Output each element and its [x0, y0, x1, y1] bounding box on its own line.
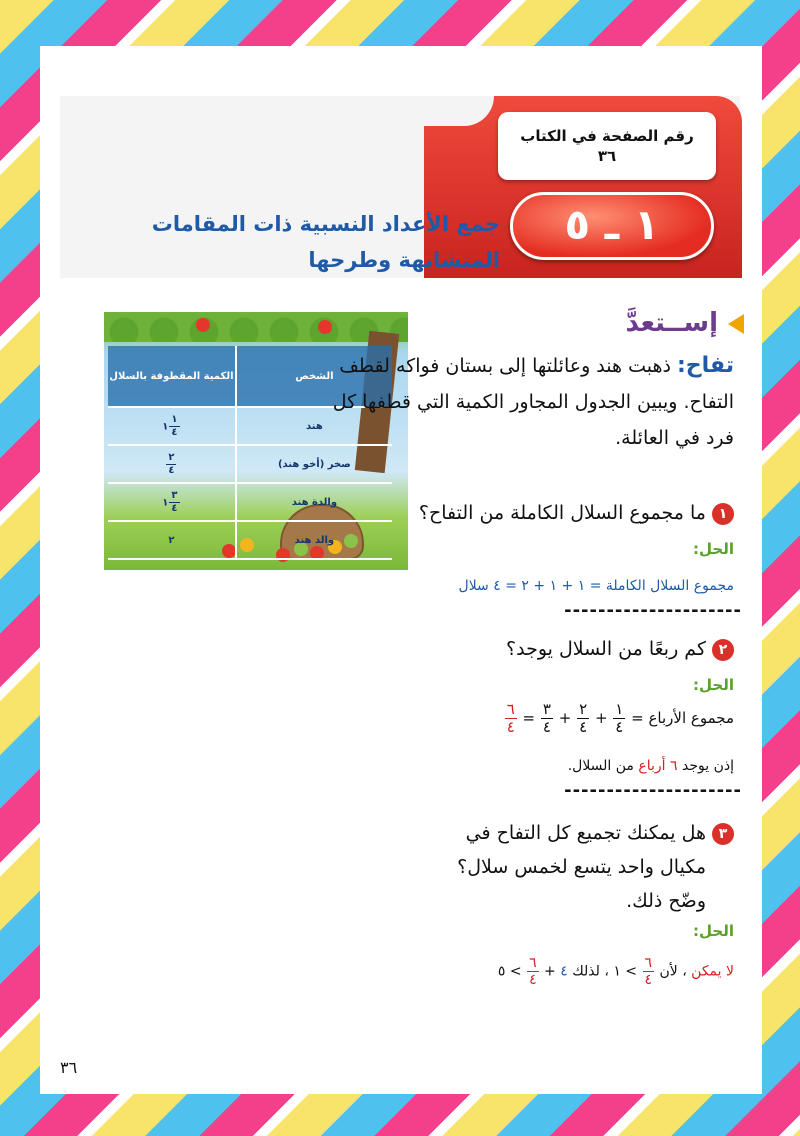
question-text-line2: مكيال واحد يتسع لخمس سلال؟ [457, 856, 706, 878]
cell-person: والد هند [236, 521, 392, 559]
fraction-denominator: ٤ [506, 718, 515, 736]
fraction [643, 956, 655, 987]
solution-answer: مجموع السلال الكاملة = ١ + ١ + ٢ = ٤ سلال [458, 578, 734, 594]
explore-heading [324, 308, 744, 348]
whole-part: ١ [162, 497, 169, 508]
lesson-title [120, 206, 500, 278]
conclusion-prefix: إذن يوجد [682, 758, 734, 774]
plus-sign: + [544, 963, 556, 980]
question-number-badge: ٣ [712, 823, 734, 845]
fraction [166, 453, 176, 476]
cell-quantity [108, 445, 236, 483]
fraction-numerator: ١ [615, 700, 624, 718]
question-text: هل يمكنك تجميع كل التفاح في [465, 822, 706, 844]
fraction-denominator: ٤ [615, 718, 624, 736]
question-1 [316, 502, 734, 525]
fraction [613, 702, 625, 735]
fraction-numerator: ٦ [506, 700, 515, 718]
fraction-denominator: ٤ [171, 426, 178, 438]
whole-baskets: ٤ [560, 963, 568, 980]
lesson-number: ١ ـ ٥ [510, 192, 714, 260]
question-text-line1 [316, 816, 734, 850]
quarters-equation [316, 702, 734, 735]
question-text-line3: وضّح ذلك. [626, 890, 706, 912]
greater-than-one: > ١ ، لذلك [572, 963, 638, 980]
conclusion-suffix: من السلال. [567, 758, 634, 774]
plus-sign: + [558, 709, 572, 727]
equals-sign: = [522, 709, 536, 727]
fraction-denominator: ٤ [644, 972, 653, 988]
cell-quantity [108, 407, 236, 445]
fraction [169, 415, 179, 438]
page-ref-number: ٣٦ [597, 147, 617, 165]
fraction-numerator: ٦ [644, 955, 653, 971]
question-2 [316, 638, 734, 661]
book-page-reference [498, 112, 716, 180]
fraction-numerator: ٣ [542, 700, 551, 718]
question-text: كم ربعًا من السلال يوجد؟ [506, 638, 706, 660]
cell-person: والدة هند [236, 483, 392, 521]
fraction-numerator: ٢ [579, 700, 588, 718]
fraction-numerator: ١ [171, 413, 178, 425]
equation-label: مجموع الأرباع = [631, 709, 734, 727]
basket-answer [200, 956, 734, 987]
page-number: ٣٦ [60, 1058, 78, 1077]
fraction-denominator: ٤ [168, 464, 175, 476]
fraction-denominator: ٤ [542, 718, 551, 736]
answer-because: ، لأن [659, 963, 687, 980]
separator-line: --------------------- [564, 780, 742, 801]
cell-person: هند [236, 407, 392, 445]
quarters-conclusion [316, 758, 734, 774]
header-quantity: الكمية المقطوفة بالسلال [108, 346, 236, 407]
explore-keyword: تفاح: [676, 353, 734, 378]
explore-text: ذهبت هند وعائلتها إلى بستان فواكه لقطف التفاح. ويبين الجدول المجاور الكمية التي قطفها كل فرد في العائلة. [332, 355, 734, 449]
fraction-denominator: ٤ [171, 502, 178, 514]
fraction-result [505, 702, 517, 735]
fraction [169, 491, 179, 514]
greater-than-five: > ٥ [497, 963, 522, 980]
fraction-denominator: ٤ [529, 972, 537, 988]
worksheet-page [40, 46, 762, 1094]
solution-label: الحل: [693, 676, 734, 694]
fraction-numerator: ٦ [529, 955, 537, 971]
apple-icon [196, 318, 210, 332]
conclusion-value: ٦ أرباع [638, 758, 678, 774]
question-text: ما مجموع السلال الكاملة من التفاح؟ [418, 502, 706, 524]
question-number-badge: ١ [712, 503, 734, 525]
fraction-numerator: ٣ [171, 489, 178, 501]
whole-part: ١ [162, 421, 169, 432]
cell-quantity [108, 483, 236, 521]
fraction-numerator: ٢ [168, 451, 175, 463]
lesson-title-line2: المتشابهة وطرحها [308, 248, 500, 272]
triangle-bullet-icon [728, 314, 744, 334]
answer-no: لا يمكن [691, 963, 734, 980]
solution-label: الحل: [693, 922, 734, 940]
page-ref-label: رقم الصفحة في الكتاب [520, 127, 694, 145]
cell-person: صخر (أخو هند) [236, 445, 392, 483]
header-person: الشخص [236, 346, 392, 407]
question-number-badge: ٢ [712, 639, 734, 661]
question-3 [316, 816, 734, 918]
lesson-title-line1: جمع الأعداد النسبية ذات المقامات [151, 212, 500, 236]
explore-title: إســتعدَّ [625, 308, 718, 338]
explore-paragraph [316, 348, 734, 456]
solution-label: الحل: [693, 540, 734, 558]
fraction [527, 956, 539, 987]
fraction [541, 702, 553, 735]
cell-quantity: ٢ [108, 521, 236, 559]
separator-line: --------------------- [564, 600, 742, 621]
fraction-denominator: ٤ [579, 718, 588, 736]
plus-sign: + [594, 709, 608, 727]
fraction [577, 702, 589, 735]
